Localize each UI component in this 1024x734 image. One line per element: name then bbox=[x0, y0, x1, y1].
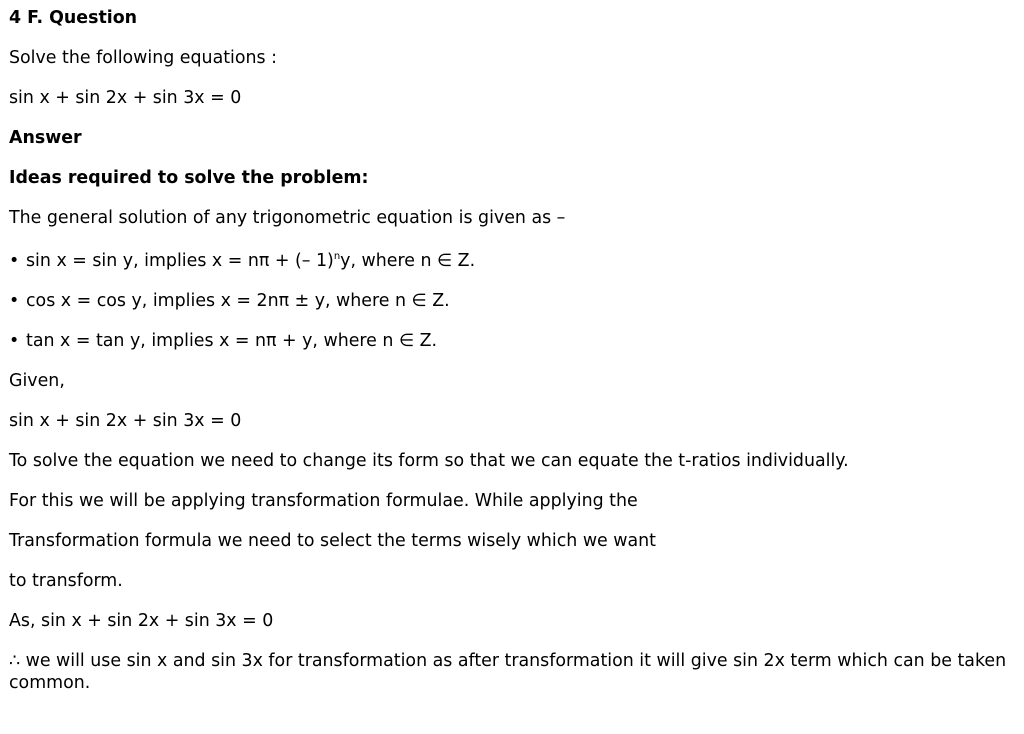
question-heading: 4 F. Question bbox=[9, 8, 138, 28]
general-solution-intro: The general solution of any trigonometric equation is given as – bbox=[9, 208, 566, 228]
answer-heading: Answer bbox=[9, 128, 82, 148]
question-prompt: Solve the following equations : bbox=[9, 48, 277, 68]
bullet-sine-rule bbox=[9, 250, 1010, 272]
given-equation: sin x + sin 2x + sin 3x = 0 bbox=[9, 411, 242, 431]
tangent-rule-text: tan x = tan y, implies x = nπ + y, where n ∈ Z. bbox=[26, 331, 438, 351]
explanation-paragraph-2: For this we will be applying transformation formulae. While applying the bbox=[9, 491, 638, 511]
sine-rule-text-end: y, where n ∈ Z. bbox=[340, 251, 476, 271]
bullet-cosine-rule bbox=[9, 290, 1010, 312]
question-equation: sin x + sin 2x + sin 3x = 0 bbox=[9, 88, 242, 108]
explanation-paragraph-3: Transformation formula we need to select the terms wisely which we want bbox=[9, 531, 656, 551]
sine-rule-text: sin x = sin y, implies x = nπ + (– 1) bbox=[26, 251, 334, 271]
bullet-tangent-rule bbox=[9, 330, 1010, 352]
sine-rule-exponent: n bbox=[333, 251, 341, 262]
therefore-paragraph: ∴ we will use sin x and sin 3x for transformation as after transformation it will give sin 2x term which can be taken common. bbox=[9, 651, 1007, 693]
given-label: Given, bbox=[9, 371, 65, 391]
cosine-rule-text: cos x = cos y, implies x = 2nπ ± y, where n ∈ Z. bbox=[26, 291, 450, 311]
bullet-marker: • bbox=[9, 251, 20, 271]
bullet-marker: • bbox=[9, 331, 20, 351]
bullet-marker: • bbox=[9, 291, 20, 311]
ideas-heading: Ideas required to solve the problem: bbox=[9, 168, 369, 188]
explanation-paragraph-1: To solve the equation we need to change its form so that we can equate the t-ratios individually. bbox=[9, 451, 849, 471]
explanation-paragraph-4: to transform. bbox=[9, 571, 123, 591]
as-equation-line: As, sin x + sin 2x + sin 3x = 0 bbox=[9, 611, 274, 631]
